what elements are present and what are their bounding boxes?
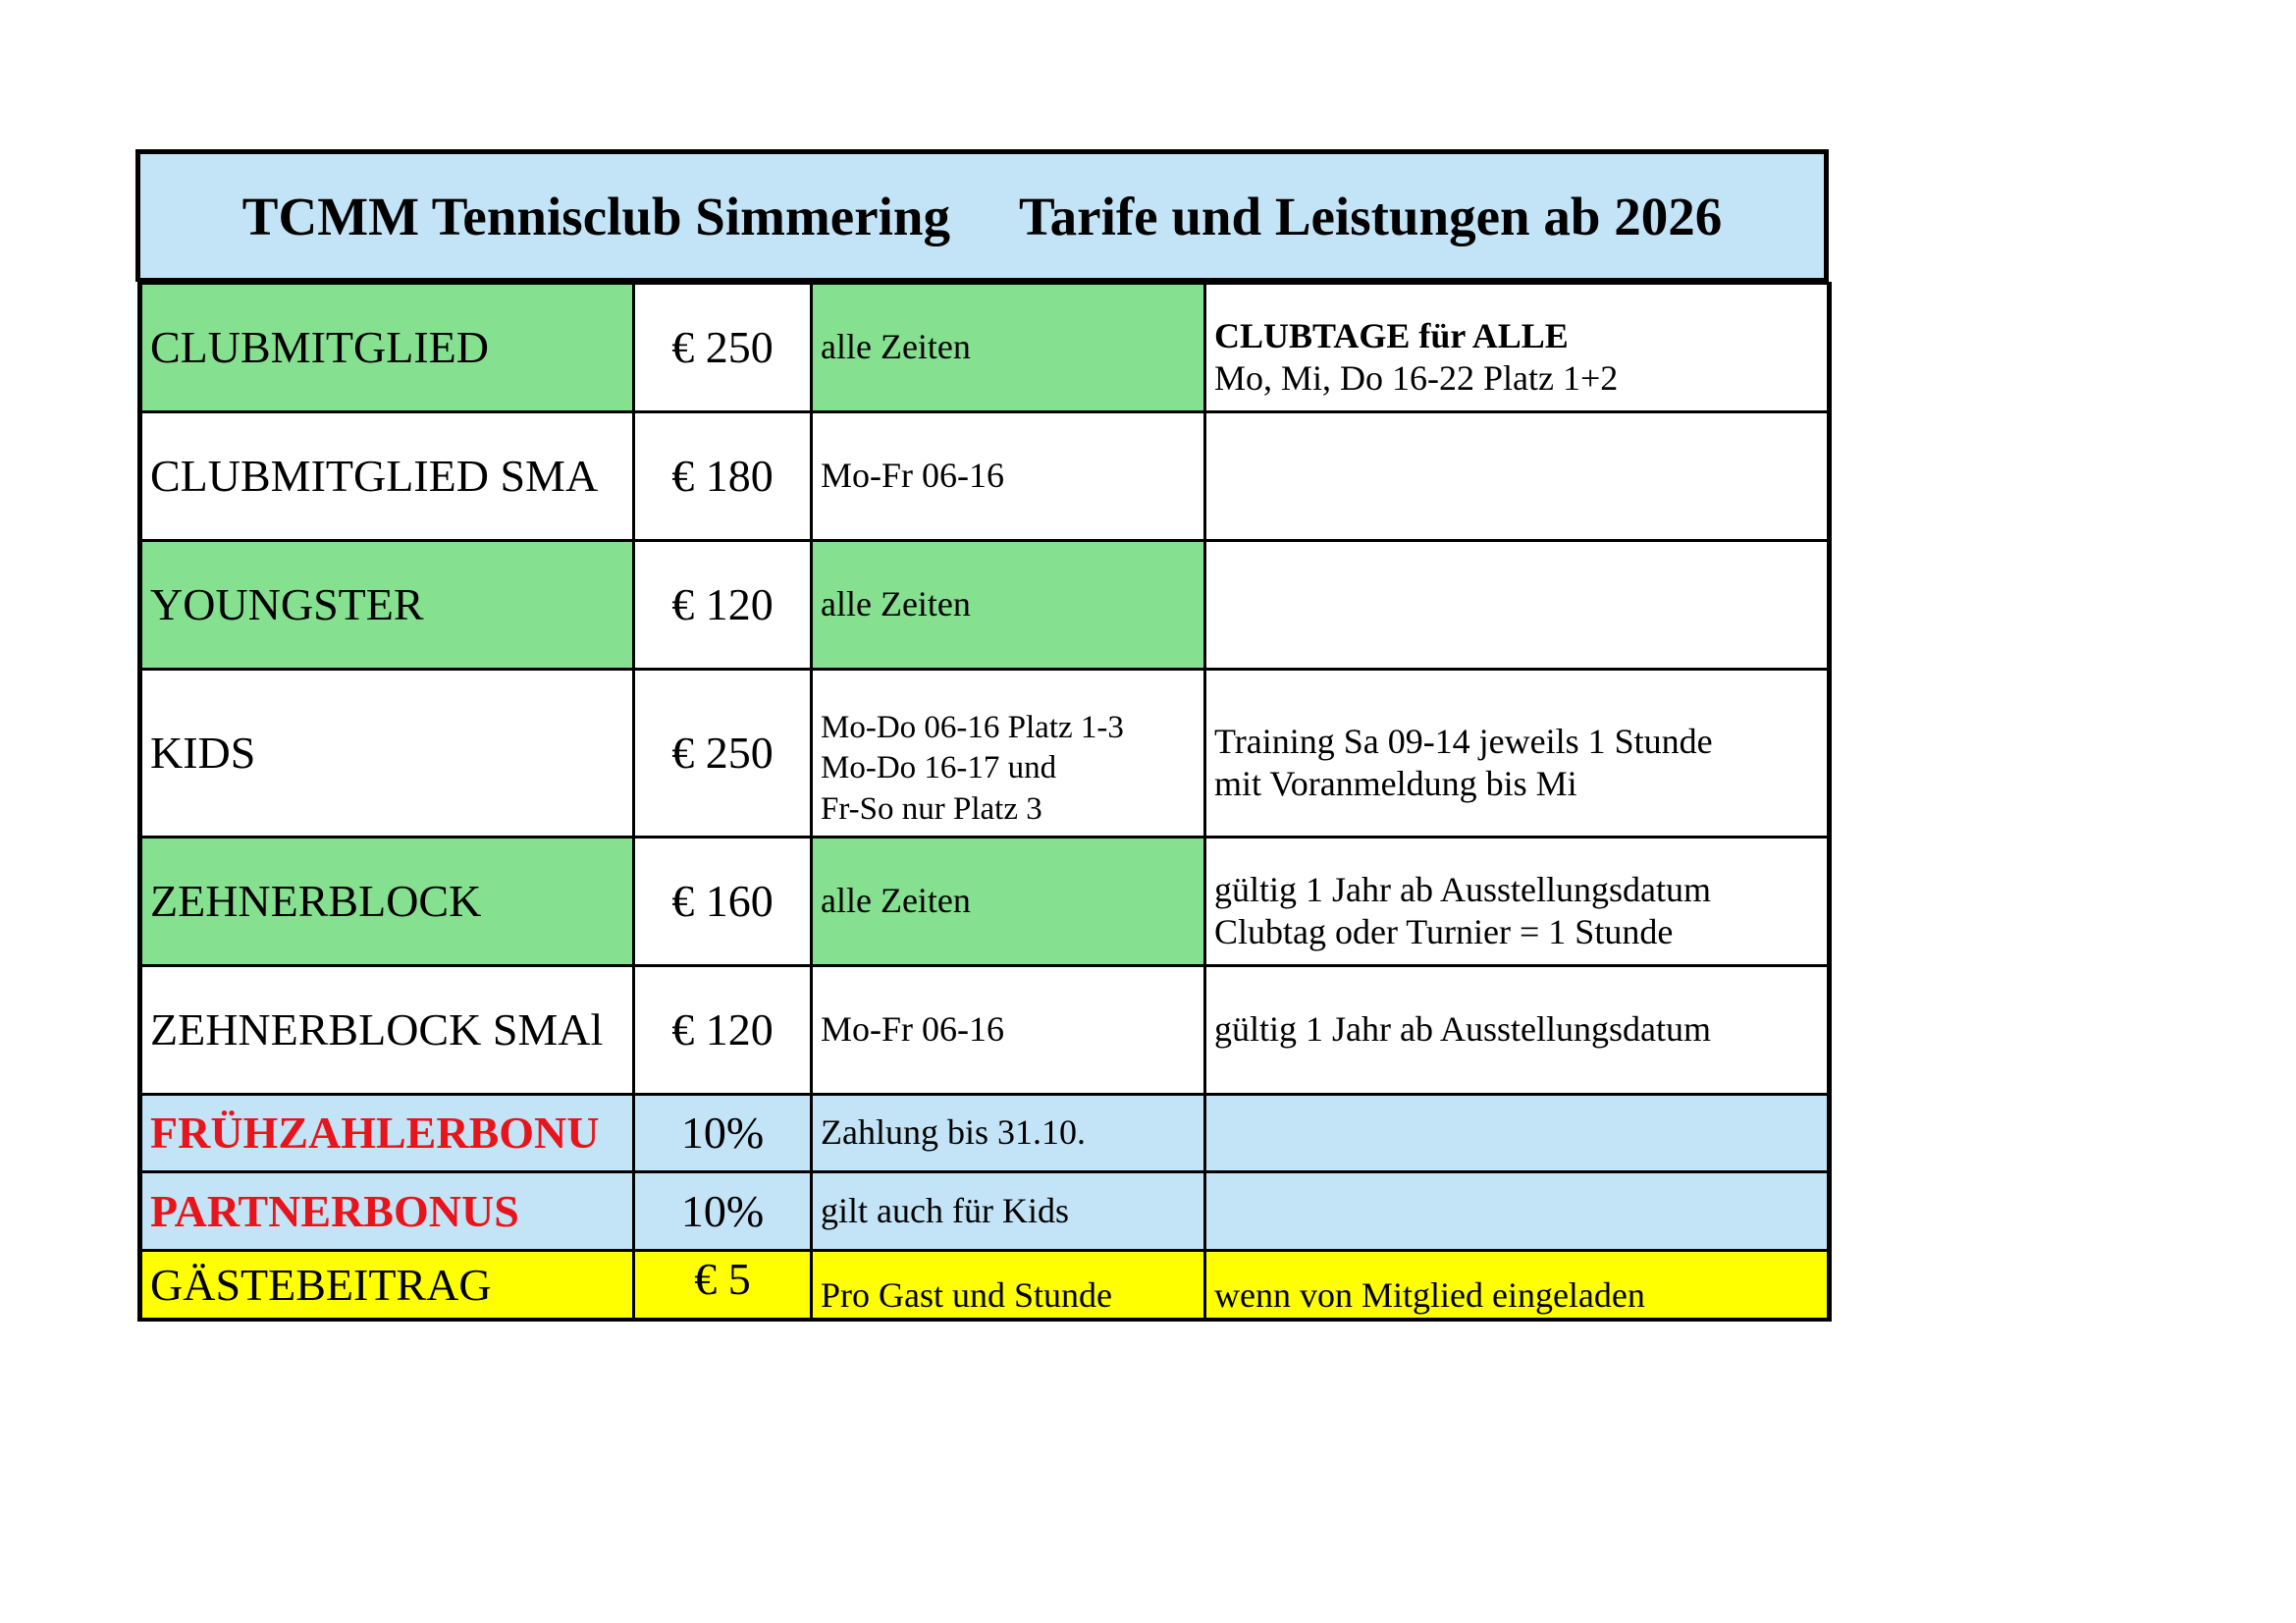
- tariff-table: [137, 282, 1832, 1322]
- title-bar: [135, 149, 1829, 282]
- tariff-extra: gültig 1 Jahr ab Ausstellungsdatum: [1205, 966, 1830, 1095]
- times-line: Fr-So nur Platz 3: [821, 790, 1042, 827]
- tariff-extra: [1205, 670, 1830, 838]
- extra-line: mit Voranmeldung bis Mi: [1214, 764, 1577, 803]
- guest-fee-extra: wenn von Mitglied eingeladen: [1205, 1251, 1830, 1320]
- bonus-percent: 10%: [634, 1172, 812, 1251]
- guest-fee-price: € 5: [634, 1251, 812, 1320]
- tariff-extra: [1205, 284, 1830, 412]
- tariff-times: alle Zeiten: [812, 541, 1205, 670]
- tariff-name: ZEHNERBLOCK: [140, 838, 634, 966]
- tariff-title: Tarife und Leistungen ab 2026: [1019, 186, 1723, 246]
- tariff-extra: [1205, 412, 1830, 541]
- tariff-times: Mo-Fr 06-16: [812, 412, 1205, 541]
- tariff-price: € 250: [634, 284, 812, 412]
- tariff-price: € 160: [634, 838, 812, 966]
- table-row: [140, 412, 1830, 541]
- table-row: [140, 670, 1830, 838]
- tariff-name: CLUBMITGLIED: [140, 284, 634, 412]
- club-title: TCMM Tennisclub Simmering: [241, 186, 951, 246]
- extra-line: Clubtag oder Turnier = 1 Stunde: [1214, 912, 1674, 951]
- table-row: [140, 1095, 1830, 1172]
- table-row: [140, 1172, 1830, 1251]
- tariff-name: ZEHNERBLOCK SMAl: [140, 966, 634, 1095]
- times-line: Mo-Do 16-17 und: [821, 750, 1057, 786]
- tariff-price: € 120: [634, 966, 812, 1095]
- extra-line: gültig 1 Jahr ab Ausstellungsdatum: [1214, 869, 1711, 909]
- guest-fee-name: GÄSTEBEITRAG: [140, 1251, 634, 1320]
- table-row: [140, 966, 1830, 1095]
- tariff-price: € 180: [634, 412, 812, 541]
- times-line: Mo-Do 06-16 Platz 1-3: [821, 710, 1124, 745]
- tariff-extra: [1205, 838, 1830, 966]
- tariff-price: € 250: [634, 670, 812, 838]
- tariff-sheet: [135, 149, 1829, 1323]
- tariff-times: [812, 670, 1205, 838]
- tariff-extra: [1205, 541, 1830, 670]
- bonus-name: FRÜHZAHLERBONU: [140, 1095, 634, 1172]
- tariff-name: CLUBMITGLIED SMA: [140, 412, 634, 541]
- bonus-condition: Zahlung bis 31.10.: [812, 1095, 1205, 1172]
- bonus-extra: [1205, 1095, 1830, 1172]
- extra-line: Training Sa 09-14 jeweils 1 Stunde: [1214, 721, 1713, 761]
- clubtage-heading: CLUBTAGE für ALLE: [1214, 315, 1569, 355]
- table-row: [140, 284, 1830, 412]
- table-row: [140, 838, 1830, 966]
- guest-fee-condition: Pro Gast und Stunde: [812, 1251, 1205, 1320]
- tariff-name: KIDS: [140, 670, 634, 838]
- table-row: [140, 1251, 1830, 1320]
- table-row: [140, 541, 1830, 670]
- tariff-price: € 120: [634, 541, 812, 670]
- bonus-name: PARTNERBONUS: [140, 1172, 634, 1251]
- tariff-name: YOUNGSTER: [140, 541, 634, 670]
- bonus-extra: [1205, 1172, 1830, 1251]
- tariff-times: alle Zeiten: [812, 284, 1205, 412]
- bonus-condition: gilt auch für Kids: [812, 1172, 1205, 1251]
- clubtage-detail: Mo, Mi, Do 16-22 Platz 1+2: [1214, 358, 1619, 398]
- bonus-percent: 10%: [634, 1095, 812, 1172]
- tariff-times: alle Zeiten: [812, 838, 1205, 966]
- tariff-times: Mo-Fr 06-16: [812, 966, 1205, 1095]
